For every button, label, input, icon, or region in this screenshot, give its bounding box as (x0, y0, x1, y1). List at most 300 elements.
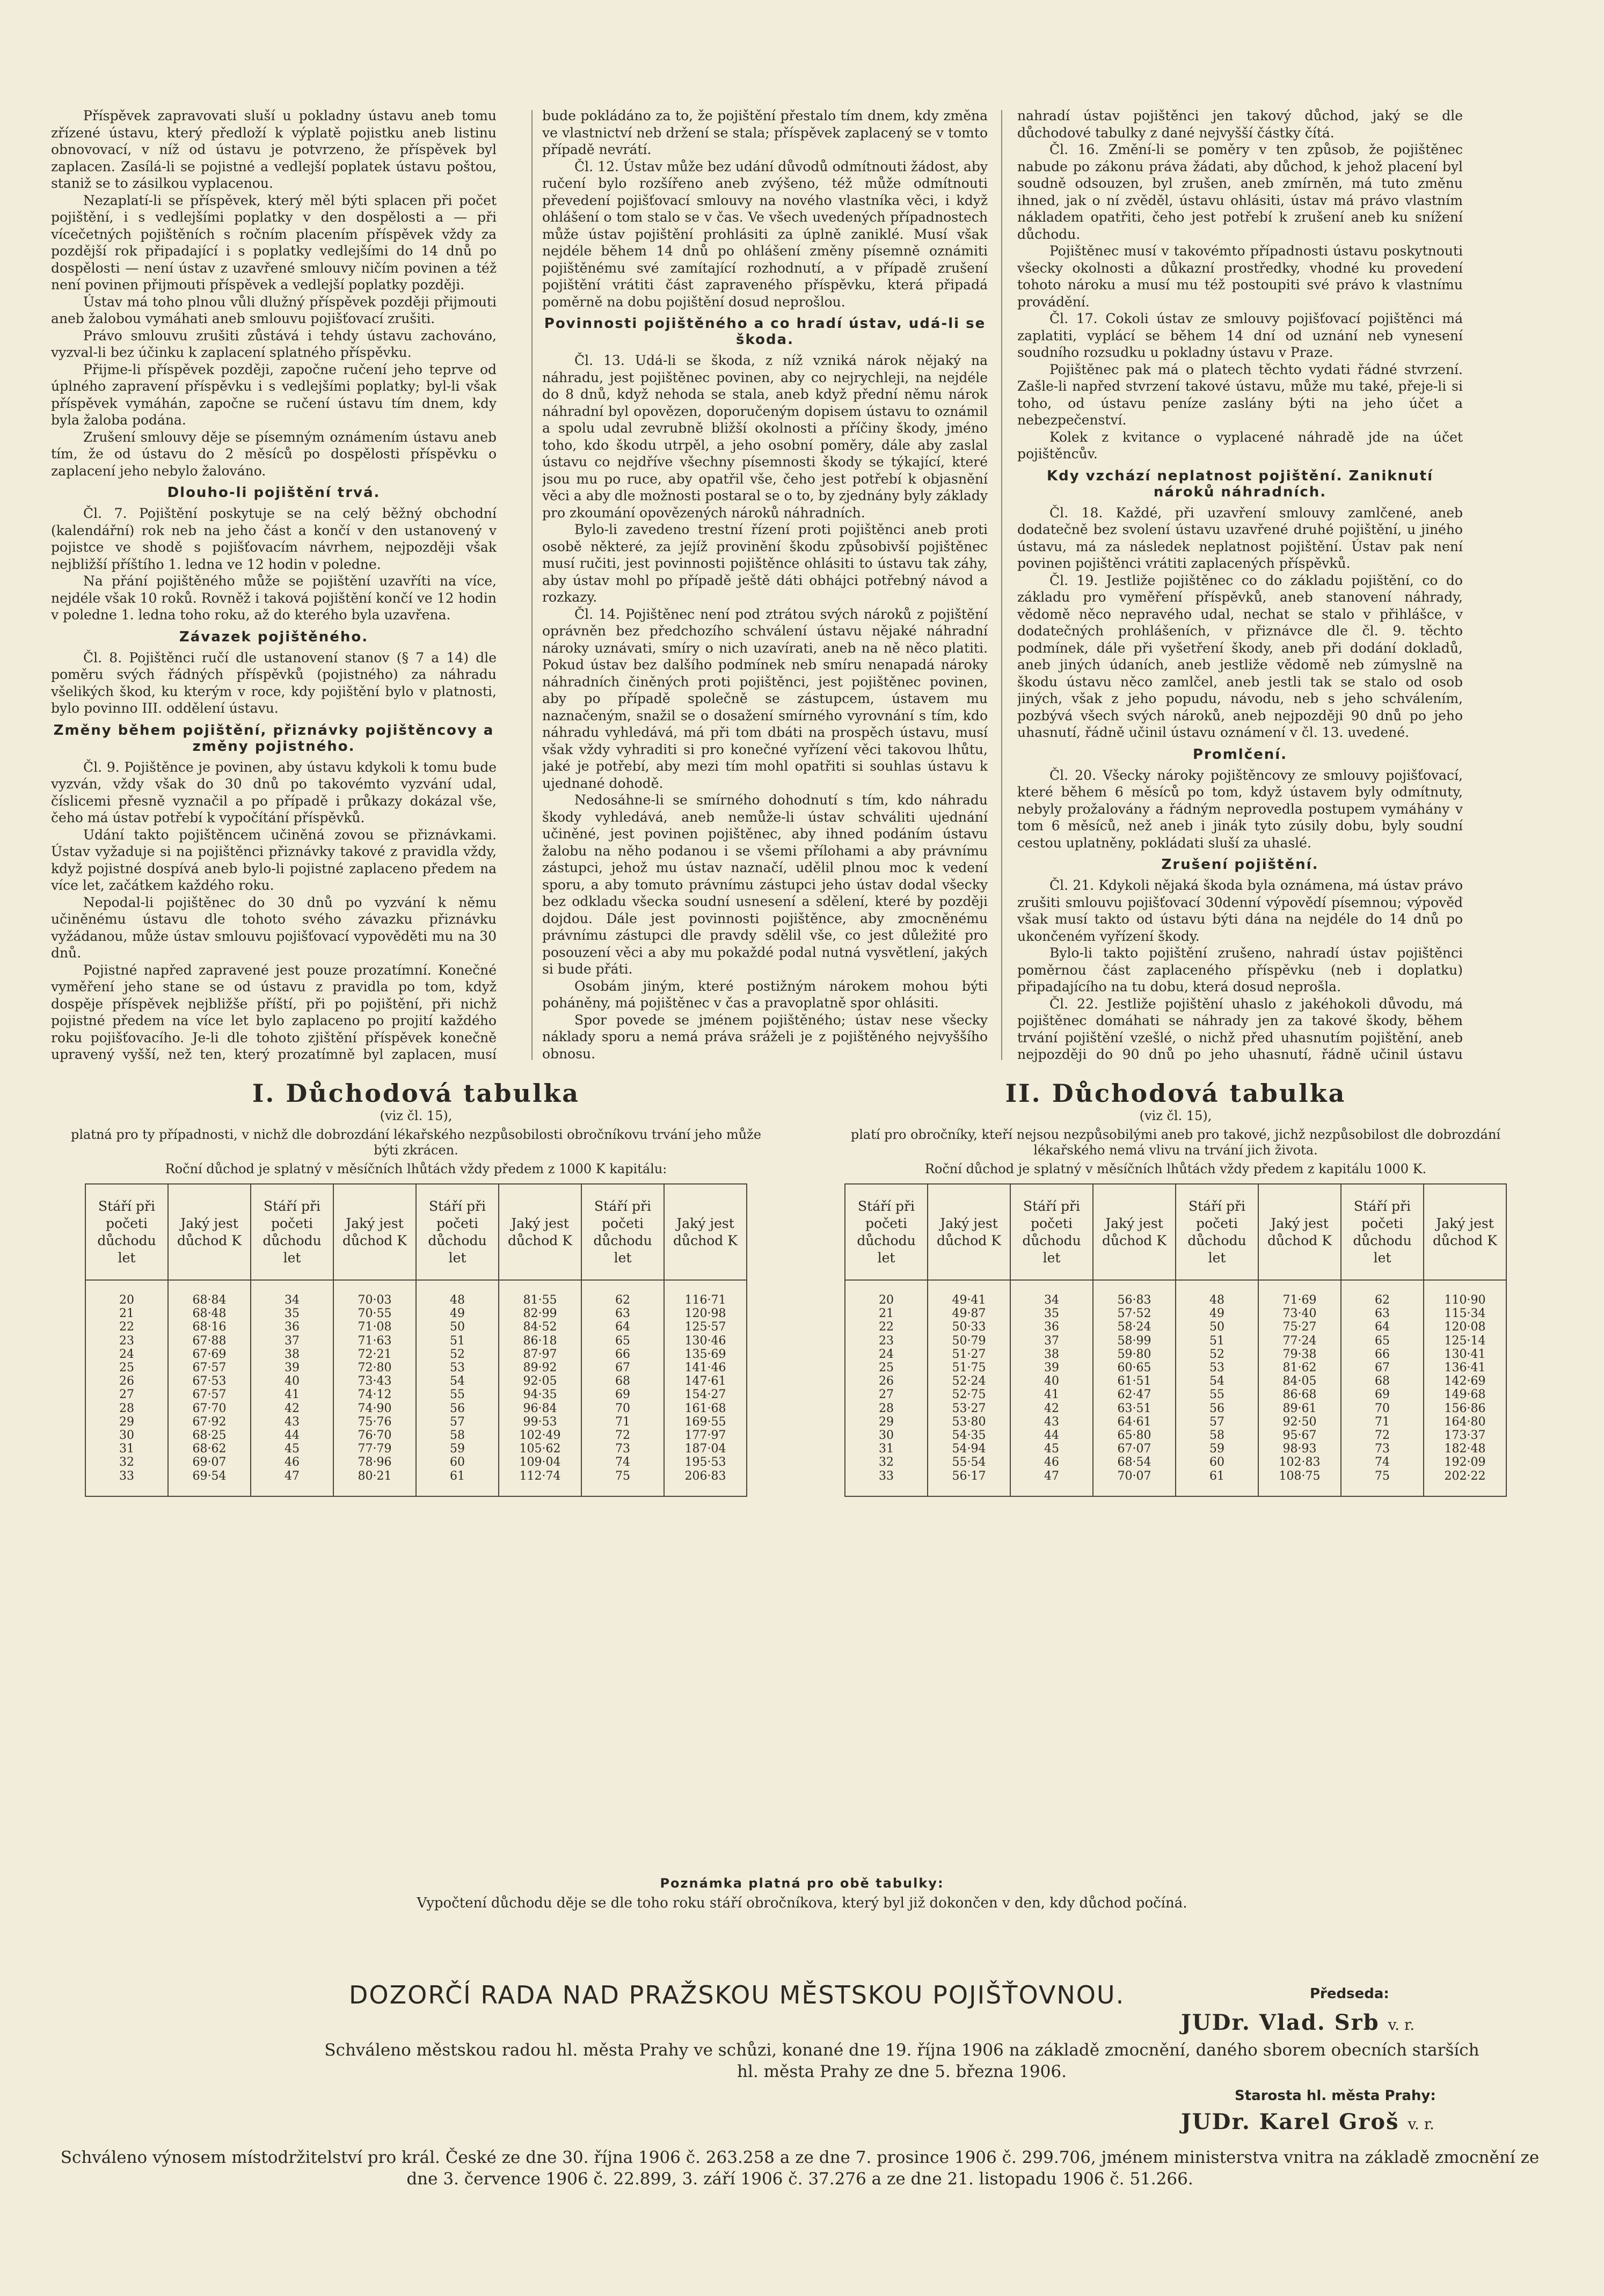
table-cell: 71 (1375, 1415, 1390, 1429)
table-cell: 164·80 (1444, 1415, 1486, 1429)
table-cell: 74·12 (358, 1388, 392, 1402)
table-cell: 39 (1044, 1361, 1059, 1375)
column-header: Stáří při početi důchodu let (1341, 1184, 1424, 1280)
table-cell: 102·49 (519, 1429, 561, 1443)
column-divider (1001, 110, 1002, 1060)
table-cell: 23 (119, 1334, 134, 1348)
table-cell: 68·25 (192, 1429, 227, 1443)
column-header: Stáří při početi důchodu let (1176, 1184, 1258, 1280)
table-cell: 73·40 (1282, 1307, 1317, 1321)
table-cell: 23 (879, 1334, 894, 1348)
table-cell: 69 (615, 1388, 630, 1402)
table-cell: 53·80 (952, 1415, 986, 1429)
table-cell: 169·55 (684, 1415, 726, 1429)
table-cell: 59·80 (1117, 1347, 1151, 1361)
table-cell: 70·07 (1117, 1469, 1151, 1483)
table-cell: 108·75 (1279, 1469, 1321, 1483)
table-cell: 62·47 (1117, 1388, 1151, 1402)
table-cell: 112·74 (519, 1469, 561, 1483)
table-cell: 195·53 (684, 1456, 726, 1469)
table-cell: 49·87 (952, 1307, 986, 1321)
table-ref: (viz čl. 15), (380, 1108, 453, 1123)
table-cell: 56·83 (1117, 1293, 1151, 1307)
table-cell: 36 (285, 1320, 300, 1334)
table-cell: 46 (285, 1456, 300, 1469)
age-column (581, 1280, 664, 1496)
table-cell: 24 (119, 1347, 134, 1361)
table-cell: 68 (615, 1374, 630, 1388)
table-cell: 192·09 (1444, 1456, 1486, 1469)
column-header: Jaký jest důchod K (1424, 1184, 1506, 1280)
mayor-name: JUDr. Karel Groš (1181, 2109, 1399, 2134)
column-header: Jaký jest důchod K (664, 1184, 747, 1280)
section-heading: Zrušení pojištění. (1161, 857, 1319, 873)
table-title: I. Důchodová tabulka (252, 1079, 580, 1108)
table-cell: 206·83 (684, 1469, 726, 1483)
table-cell: 67·69 (192, 1347, 227, 1361)
table-cell: 120·98 (684, 1307, 726, 1321)
table-cell: 26 (879, 1374, 894, 1388)
table-cell: 68·16 (192, 1320, 227, 1334)
table-cell: 26 (119, 1374, 134, 1388)
table-cell: 73 (615, 1442, 630, 1456)
table-cell: 25 (879, 1361, 894, 1375)
age-column (1176, 1280, 1258, 1496)
article-paragraph: Čl. 22. Jestliže pojištění uhaslo z jakéhokoli důvodu, má pojištěnec domáhati se náhrady jen za takové škody, během trvání pojištění vzešlé, o nichž před uhasnutím pojištění, aneb nejpozději do 90 dnů po jeho uhasnutí, řádně učinil ústavu (1017, 996, 1463, 1062)
table-cell: 31 (879, 1442, 894, 1456)
table-cell: 45 (1044, 1442, 1059, 1456)
article-paragraph: Nepodal-li pojištěnec do 30 dnů po vyzvání k němu učiněnému ústavu dle tohoto svého závazku přiznávku vyžádanou, může ústav smlouvu pojišťovací vypověděti mu na 30 dnů. (51, 894, 497, 961)
table-description: platná pro ty případnosti, v nichž dle dobrozdání lékařského nezpůsobilosti obročníkovu trvání jeho může býti zkrácen. (70, 1127, 762, 1158)
table-cell: 182·48 (1444, 1442, 1486, 1456)
table-cell: 74 (1375, 1456, 1390, 1469)
table-cell: 79·38 (1282, 1347, 1317, 1361)
table-cell: 67·88 (192, 1334, 227, 1348)
table-cell: 60 (1209, 1456, 1224, 1469)
table-cell: 59 (1209, 1442, 1224, 1456)
table-cell: 57 (450, 1415, 465, 1429)
table-cell: 154·27 (684, 1388, 726, 1402)
table-cell: 35 (1044, 1307, 1059, 1321)
table-cell: 30 (119, 1429, 134, 1443)
age-column (845, 1280, 928, 1496)
table-cell: 54·35 (952, 1429, 986, 1443)
table-cell: 177·97 (684, 1429, 726, 1443)
table-cell: 68·62 (192, 1442, 227, 1456)
table-cell: 67 (615, 1361, 630, 1375)
table-cell: 45 (285, 1442, 300, 1456)
annuity-column (168, 1280, 251, 1496)
mayor-signature (1181, 2109, 1434, 2134)
article-paragraph: Osobám jiným, které postižným nárokem mohou býti poháněny, má pojištěnec v čas a pravoplatně spor ohlásiti. (542, 978, 988, 1011)
column-header: Jaký jest důchod K (333, 1184, 416, 1280)
table-cell: 52 (1209, 1347, 1224, 1361)
chair-label: Předseda: (1310, 1986, 1389, 2002)
table-cell: 37 (1044, 1334, 1059, 1348)
table-cell: 58 (1209, 1429, 1224, 1443)
table-cell: 25 (119, 1361, 134, 1375)
table-cell: 67·53 (192, 1374, 227, 1388)
table-cell: 28 (879, 1401, 894, 1415)
table-cell: 55·54 (952, 1456, 986, 1469)
section-heading: Povinnosti pojištěného a co hradí ústav, udá-li se škoda. (544, 316, 986, 348)
table-cell: 34 (1044, 1293, 1059, 1307)
article-paragraph: Čl. 13. Udá-li se škoda, z níž vzniká nárok nějaký na náhradu, jest pojištěnec povinen, aby co nejrychleji, na nejdéle do 8 dnů, když nehoda se stala, aneb když přední němu nárok náhradní byl opovězen, doporučeným dopisem ústavu to oznámil a spolu udal zevrubně bližší okolnosti a příčiny škody, jméno toho, kdo škodu utrpěl, a jeho osobní poměry, dále aby zaslal ústavu co nejdříve všechny písemnosti škody se týkající, které jsou mu po ruce, aby opatřil vše, čeho jest potřebí k objasnění věci a aby dle možnosti postaral se o to, by zjednány byly základy pro zkoumání opovězených nároků náhradních. (542, 353, 988, 521)
table-cell: 173·37 (1444, 1429, 1486, 1443)
table-cell: 105·62 (519, 1442, 561, 1456)
table-cell: 95·67 (1282, 1429, 1317, 1443)
table-cell: 92·50 (1282, 1415, 1317, 1429)
table-cell: 125·14 (1444, 1334, 1486, 1348)
table-title: II. Důchodová tabulka (1005, 1079, 1346, 1108)
table-cell: 56·17 (952, 1469, 986, 1483)
table-cell: 67·57 (192, 1361, 227, 1375)
text-column-right (1017, 107, 1463, 1063)
table-cell: 56 (450, 1401, 465, 1415)
table-cell: 89·61 (1282, 1401, 1317, 1415)
table-cell: 62 (615, 1293, 630, 1307)
table-cell: 81·55 (523, 1293, 557, 1307)
table-payable-note: Roční důchod je splatný v měsíčních lhůtách vždy předem z 1000 K kapitálu: (165, 1161, 667, 1176)
article-paragraph: Ústav má toho plnou vůli dlužný příspěvek později přijmouti aneb žalobou vymáhati aneb smlouvu pojišťovací zrušiti. (51, 294, 497, 326)
table-cell: 63·51 (1117, 1401, 1151, 1415)
article-paragraph: Čl. 9. Pojištěnce je povinen, aby ústavu kdykoli k tomu bude vyzván, vždy však do 30 dnů po takovémto vyzvání udal, číslicemi přesně vyznačil a po případě i průkazy dokázal vše, čeho má ústav potřebí k vypočítání příspěvků. (51, 759, 497, 825)
table-cell: 125·57 (684, 1320, 726, 1334)
table-cell: 130·46 (684, 1334, 726, 1348)
table-cell: 57·52 (1117, 1307, 1151, 1321)
chair-signature (1181, 2010, 1415, 2035)
table-cell: 74·90 (358, 1401, 392, 1415)
table-cell: 76·70 (358, 1429, 392, 1443)
table-cell: 69·54 (192, 1469, 227, 1483)
column-header: Stáří při početi důchodu let (251, 1184, 333, 1280)
age-column (251, 1280, 333, 1496)
table-cell: 72·80 (358, 1361, 392, 1375)
age-column (416, 1280, 499, 1496)
column-header: Jaký jest důchod K (928, 1184, 1010, 1280)
table-cell: 161·68 (684, 1401, 726, 1415)
column-header: Jaký jest důchod K (168, 1184, 251, 1280)
table-cell: 61 (450, 1469, 465, 1483)
article-paragraph: Čl. 14. Pojištěnec není pod ztrátou svých nároků z pojištění oprávněn bez předchozího schválení ústavu nějaké náhradní nároky uznávati, smíry o nich uzavírati, aneb na ně něco platiti. Pokud ústav bez dalšího podmínek neb smíru nenapadá nároky náhradních činěných proti pojištěnci, jest pojištěnec povinen, aby po případě společně se zástupcem, ústavem mu naznačeným, snažil se o dosažení smírného vyrovnání s tím, kdo náhradu vyhledává, má při tom dbáti na prospěch ústavu, musí však vždy vyhraditi si pro konečné vyřízení věci takovou lhůtu, jaké je potřebí, aby mezi tím mohl opatřiti si souhlas ústavu k ujednané dohodě. (542, 606, 988, 791)
column-header: Stáří při početi důchodu let (416, 1184, 499, 1280)
annuity-column (1093, 1280, 1176, 1496)
table-cell: 32 (879, 1456, 894, 1469)
article-paragraph: Čl. 21. Kdykoli nějaká škoda byla oznámena, má ústav právo zrušiti smlouvu pojišťovací 30denní výpovědí písemnou; výpověď však musí takto od ústavu býti dána na nejdéle do 14 dnů po ukončeném vyřízení škody. (1017, 878, 1463, 944)
approval-city-council: Schváleno městskou radou hl. města Prahy ve schůzi, konané dne 19. října 1906 na základě zmocnění, daného sborem obecních starších hl. města Prahy ze dne 5. března 1906. (324, 2041, 1479, 2081)
annuity-column (333, 1280, 416, 1496)
table-cell: 71 (615, 1415, 630, 1429)
table-cell: 72 (1375, 1429, 1390, 1443)
age-column (1010, 1280, 1093, 1496)
mayor-suffix: v. r. (1408, 2115, 1434, 2133)
table-cell: 30 (879, 1429, 894, 1443)
table-cell: 49·41 (952, 1293, 986, 1307)
table-cell: 68·84 (192, 1293, 227, 1307)
article-paragraph: Zrušení smlouvy děje se písemným oznámením ústavu aneb tím, že od ústavu do 2 měsíců po dospělosti příspěvku o zaplacení jeho nebylo žalováno. (51, 429, 497, 479)
article-paragraph: Přijme-li příspěvek později, započne ručení jeho teprve od úplného zapravení příspěvku i s vedlejšími poplatky; byl-li však příspěvek vymáhán, započne se ručení ústavu tím dnem, kdy byla žaloba podána. (51, 361, 497, 428)
text-column-left (51, 107, 497, 1063)
column-header: Stáří při početi důchodu let (85, 1184, 168, 1280)
table-cell: 70·03 (358, 1293, 392, 1307)
tables-note (0, 1876, 1604, 1911)
column-header: Jaký jest důchod K (1258, 1184, 1341, 1280)
table-cell: 54 (1209, 1374, 1224, 1388)
annuity-column (1258, 1280, 1341, 1496)
table-cell: 80·21 (358, 1469, 392, 1483)
chair-name: JUDr. Vlad. Srb (1181, 2010, 1380, 2035)
table-cell: 32 (119, 1456, 134, 1469)
table-description: platí pro obročníky, kteří nejsou nezpůsobilými aneb pro takové, jichž nezpůsobilost dle dobrozdání lékařského nemá vlivu na trvání jich života. (850, 1127, 1501, 1158)
article-paragraph: Spor povede se jménem pojištěného; ústav nese všecky náklady sporu a nemá práva sráželi je z pojištěného nejvyššího obnosu. (542, 1012, 988, 1062)
article-paragraph: Čl. 20. Všecky nároky pojištěncovy ze smlouvy pojišťovací, které během 6 měsíců po tom, když ústavem byly odmítnuty, nebyly prožalovány a řádným neprovedla postupem vymáhány v tom 6 měsíců, než aneb i jinák tyto zúsily dobu, byly soudní cestou uplatněny, pokládati sluší za uhaslé. (1017, 767, 1463, 851)
table-cell: 66 (1375, 1347, 1390, 1361)
article-paragraph: Čl. 16. Změní-li se poměry v ten způsob, že pojištěnec nabude po zákonu práva žádati, aby důchod, k jehož placení byl soudně odsouzen, byl zrušen, aneb zmírněn, má tuto změnu ihned, jak o ní zvěděl, ústavu ohlásiti, ústav má právo vlastním nákladem opatřiti, čeho jest potřebí k zrušení aneb ku snížení důchodu. (1017, 142, 1463, 242)
article-paragraph: Bylo-li takto pojištění zrušeno, nahradí ústav pojištěnci poměrnou část zaplaceného příspěvku (neb i doplatku) připadajícího na tu dobu, která dosud neprošla. (1017, 945, 1463, 995)
table-cell: 81·62 (1282, 1361, 1317, 1375)
note-text: Vypočtení důchodu děje se dle toho roku stáří obročníkova, který byl již dokončen v den, kdy důchod počíná. (417, 1895, 1187, 1911)
table-cell: 20 (119, 1293, 134, 1307)
column-header: Jaký jest důchod K (499, 1184, 581, 1280)
section-heading: Promlčení. (1192, 746, 1288, 763)
table-cell: 48 (450, 1293, 465, 1307)
table-cell: 109·04 (519, 1456, 561, 1469)
table-cell: 43 (285, 1415, 300, 1429)
table-cell: 54·94 (952, 1442, 986, 1456)
table-cell: 70 (615, 1401, 630, 1415)
table-cell: 72 (615, 1429, 630, 1443)
table-cell: 84·52 (523, 1320, 557, 1334)
table-cell: 92·05 (523, 1374, 557, 1388)
table-payable-note: Roční důchod je splatný v měsíčních lhůtách vždy předem z kapitálu 1000 K. (924, 1161, 1427, 1176)
column-header: Jaký jest důchod K (1093, 1184, 1176, 1280)
table-cell: 69·07 (192, 1456, 227, 1469)
table-cell: 64 (1375, 1320, 1390, 1334)
table-cell: 73·43 (358, 1374, 392, 1388)
text-column-middle (542, 107, 988, 1063)
table-cell: 41 (285, 1388, 300, 1402)
table-cell: 35 (285, 1307, 300, 1321)
table-cell: 44 (1044, 1429, 1059, 1443)
table-cell: 70 (1375, 1401, 1390, 1415)
table-cell: 110·90 (1444, 1293, 1486, 1307)
table-cell: 149·68 (1444, 1388, 1486, 1402)
age-column (1341, 1280, 1424, 1496)
table-cell: 47 (285, 1469, 300, 1483)
note-title: Poznámka platná pro obě tabulky: (660, 1876, 944, 1891)
table-cell: 63 (615, 1307, 630, 1321)
section-heading: Závazek pojištěného. (179, 628, 369, 645)
table-cell: 27 (119, 1388, 134, 1402)
table-cell: 42 (1044, 1401, 1059, 1415)
table-cell: 60 (450, 1456, 465, 1469)
table-cell: 67 (1375, 1361, 1390, 1375)
article-paragraph: Pojištěnec musí v takovémto případnosti ústavu poskytnouti všecky okolnosti a důkazní prostředky, vhodné ku provedení tohoto nároku a musí mu též postoupiti své právo k vlastnímu provádění. (1017, 243, 1463, 310)
annuity-table-2 (827, 1079, 1525, 1497)
table-cell: 75 (1375, 1469, 1390, 1483)
table-cell: 86·68 (1282, 1388, 1317, 1402)
column-header: Stáří při početi důchodu let (845, 1184, 928, 1280)
table-cell: 37 (285, 1334, 300, 1348)
article-paragraph: Příspěvek zapravovati sluší u pokladny ústavu aneb tomu zřízené ústavu, který předloží k výplatě pojistku aneb listinu obnovovací, v níž od ústavu je potvrzeno, že příspěvek byl zaplacen. Zasílá-li se pojistné a vedlejší poplatek ústavu poštou, staniž se to zásilkou vyplacenou. (51, 108, 497, 191)
table-cell: 84·05 (1282, 1374, 1317, 1388)
table-cell: 147·61 (684, 1374, 726, 1388)
table-cell: 52 (450, 1347, 465, 1361)
article-paragraph: Udání takto pojištěncem učiněná zovou se přiznávkami. Ústav vyžaduje si na pojištěnci přiznávky takové z pravidla vždy, když pojistné dospívá aneb bylo-li pojistné zaplaceno předem na více let, začátkem každého roku. (51, 827, 497, 893)
table-cell: 71·69 (1282, 1293, 1317, 1307)
table-cell: 58·99 (1117, 1334, 1151, 1348)
table-cell: 120·08 (1444, 1320, 1486, 1334)
table-cell: 20 (879, 1293, 894, 1307)
table-cell: 65 (615, 1334, 630, 1348)
table-cell: 75·27 (1282, 1320, 1317, 1334)
table-cell: 102·83 (1279, 1456, 1321, 1469)
table-cell: 156·86 (1444, 1401, 1486, 1415)
table-cell: 64 (615, 1320, 630, 1334)
table-cell: 72·21 (358, 1347, 392, 1361)
table-cell: 61 (1209, 1469, 1224, 1483)
table-cell: 51·27 (952, 1347, 986, 1361)
table-cell: 50·79 (952, 1334, 986, 1348)
table-cell: 22 (119, 1320, 134, 1334)
article-paragraph: Čl. 17. Cokoli ústav ze smlouvy pojišťovací pojištěnci má zaplatiti, vyplácí se během 14 dní od uznání neb vynesení soudního rozsudku u pokladny ústavu v Praze. (1017, 311, 1463, 360)
table-cell: 51 (1209, 1334, 1224, 1348)
table-cell: 67·92 (192, 1415, 227, 1429)
table-cell: 99·53 (523, 1415, 557, 1429)
table-cell: 116·71 (684, 1293, 726, 1307)
table-cell: 87·97 (523, 1347, 557, 1361)
annuity-column (664, 1280, 747, 1496)
table-cell: 73 (1375, 1442, 1390, 1456)
table-cell: 67·07 (1117, 1442, 1151, 1456)
table-cell: 41 (1044, 1388, 1059, 1402)
table-cell: 40 (285, 1374, 300, 1388)
table-cell: 51·75 (952, 1361, 986, 1375)
table-cell: 42 (285, 1401, 300, 1415)
article-paragraph: Čl. 19. Jestliže pojištěnec co do základu pojištění, co do základu pro vyměření příspěvků, aneb stanovení náhrady, vědomě něco nepravého udal, nechat se stalo v přihlášce, v dodatečných prohlášeních, v přiznávce dle čl. 9. těchto podmínek, dále při vyšetření škody, aneb při dodání dokladů, aneb jiných údaních, aneb jestliže vědomě neb zúmyslně na škodu ústavu něco zamlčel, aneb jestli tak se stalo od osob jiných, však z jeho popudu, návodu, neb s jeho schválením, pozbývá všech svých nároků, aneb nejpozději 90 dnů po jeho uhasnutí, řádně učinil ústavu oznámení v čl. 13. uvedené. (1017, 572, 1463, 740)
annuity-table (85, 1183, 747, 1497)
table-cell: 22 (879, 1320, 894, 1334)
table-cell: 67·57 (192, 1388, 227, 1402)
table-cell: 130·41 (1444, 1347, 1486, 1361)
table-cell: 54 (450, 1374, 465, 1388)
table-cell: 187·04 (684, 1442, 726, 1456)
table-cell: 29 (879, 1415, 894, 1429)
table-cell: 51 (450, 1334, 465, 1348)
table-cell: 50 (450, 1320, 465, 1334)
table-cell: 77·79 (358, 1442, 392, 1456)
table-cell: 50 (1209, 1320, 1224, 1334)
table-cell: 75 (615, 1469, 630, 1483)
table-cell: 63 (1375, 1307, 1390, 1321)
annuity-table-1 (67, 1079, 765, 1497)
approval-governorate: Schváleno výnosem místodržitelství pro král. České ze dne 30. října 1906 č. 263.258 a ze dne 7. prosince 1906 č. 299.706, jménem ministerstva vnitra na základě zmocnění ze dne 3. července 1906 č. 22.899, 3. září 1906 č. 37.276 a ze dne 21. listopadu 1906 č. 51.266. (60, 2148, 1540, 2189)
article-paragraph (542, 1062, 988, 1063)
table-cell: 141·46 (684, 1361, 726, 1375)
table-cell: 142·69 (1444, 1374, 1486, 1388)
table-cell: 28 (119, 1401, 134, 1415)
article-paragraph: Čl. 8. Pojištěnci ručí dle ustanovení stanov (§ 7 a 14) dle poměru svých řádných příspěvků (pojistného) za náhradu všelikých škod, ku kterým v roce, kdy pojištění bylo v platnosti, bylo povinno III. oddělení ústavu. (51, 649, 497, 716)
table-cell: 43 (1044, 1415, 1059, 1429)
chair-suffix: v. r. (1388, 2016, 1415, 2034)
annuity-column (1424, 1280, 1506, 1496)
article-paragraph: Čl. 7. Pojištění poskytuje se na celý běžný obchodní (kalendářní) rok neb na jeho část a končí v den ustanovený v pojistce ve shodě s pojišťovacím návrhem, nejpozději však nejbližší příštího 1. ledna ve 12 hodin v poledne. (51, 506, 497, 572)
table-cell: 53 (1209, 1361, 1224, 1375)
table-cell: 53 (450, 1361, 465, 1375)
table-cell: 136·41 (1444, 1361, 1486, 1375)
table-cell: 36 (1044, 1320, 1059, 1334)
table-cell: 75·76 (358, 1415, 392, 1429)
table-cell: 115·34 (1444, 1307, 1486, 1321)
table-cell: 21 (119, 1307, 134, 1321)
table-cell: 65·80 (1117, 1429, 1151, 1443)
table-cell: 21 (879, 1307, 894, 1321)
article-paragraph: Nezaplatí-li se příspěvek, který měl býti splacen při počet pojištění, i s vedlejšími poplatky v den dospělosti a — při vícečetných pojištěních s ročním placením příspěvek vždy za pozdější rok připadající i s poplatky vedlejšími do 14 dnů po dospělosti — není ústav z uzavřené smlouvy ničím povinen a též není povinen přijmouti příspěvek a vedlejší poplatky později. (51, 192, 497, 293)
table-cell: 38 (285, 1347, 300, 1361)
article-paragraph: Nedosáhne-li se smírného dohodnutí s tím, kdo náhradu škody vyhledává, aneb nemůže-li ústav schváliti ujednání učiněné, jest povinen pojištěnec, aby ihned podáním ústavu žalobu na něho podanou i se všemi přílohami a aby právnímu zástupci, jehož mu ústav naznačí, udělil plnou moc k vedení sporu, a aby tomuto právnímu zástupci jeho ústav dodal všecky bez odkladu všecka soudní usnesení a sdělení, které by později dojdou. Dále jest povinnosti pojištěnce, aby zmocněnému právnímu zástupci dle pravdy sdělil vše, co jest důležité pro posouzení věci a aby mu pokaždé podal nutná vysvětlení, jakých si bude přáti. (542, 792, 988, 977)
table-cell: 50·33 (952, 1320, 986, 1334)
table-cell: 57 (1209, 1415, 1224, 1429)
table-cell: 202·22 (1444, 1469, 1486, 1483)
article-paragraph: Čl. 12. Ústav může bez udání důvodů odmítnouti žádost, aby ručení bylo rozšířeno aneb zvýšeno, též může odmítnouti převedení pojišťovací smlouvy na nového vlastníka věci, i když ohlášení o tom stalo se v čas. Ve všech uvedených případnostech může ústav pojištění prohlásiti za úplně zaniklé. Musí však nejdéle během 14 dnů po ohlášení změny písemně oznámiti pojištěnému své zamítající rozhodnutí, a v případě zrušení pojištění vrátiti část zapraveného příspěvku, která připadá poměrně na dobu pojištění dosud neprošlou. (542, 158, 988, 310)
section-heading: Dlouho-li pojištění trvá. (167, 485, 381, 501)
table-cell: 82·99 (523, 1307, 557, 1321)
section-heading: Změny během pojištění, přiznávky pojištěncovy a změny pojistného. (53, 722, 494, 755)
table-cell: 68 (1375, 1374, 1390, 1388)
table-cell: 52·75 (952, 1388, 986, 1402)
article-paragraph: bude pokládáno za to, že pojištění přestalo tím dnem, kdy změna ve vlastnictví neb držení se stala; příspěvek zaplacený se v tomto případě nevrátí. (542, 108, 988, 157)
table-cell: 59 (450, 1442, 465, 1456)
table-cell: 71·08 (358, 1320, 392, 1334)
table-cell: 68·48 (192, 1307, 227, 1321)
section-heading: Kdy vzchází neplatnost pojištění. Zaniknutí nároků náhradních. (1046, 467, 1434, 500)
table-cell: 29 (119, 1415, 134, 1429)
column-header: Stáří při početi důchodu let (581, 1184, 664, 1280)
table-cell: 24 (879, 1347, 894, 1361)
table-cell: 53·27 (952, 1401, 986, 1415)
article-paragraph: Bylo-li zavedeno trestní řízení proti pojištěnci aneb proti osobě některé, za jejíž provinění škodu způsobivší pojištěnec musí ručiti, jest povinnosti pojištěnce ohlásiti to ústavu tak záhy, aby ústav mohl po případě ještě dáti obhájci potřebný návod a rozkazy. (542, 522, 988, 605)
table-cell: 70·55 (358, 1307, 392, 1321)
table-cell: 78·96 (358, 1456, 392, 1469)
table-cell: 38 (1044, 1347, 1059, 1361)
column-divider (531, 110, 533, 1060)
table-ref: (viz čl. 15), (1139, 1108, 1212, 1123)
table-cell: 86·18 (523, 1334, 557, 1348)
table-cell: 77·24 (1282, 1334, 1317, 1348)
table-cell: 89·92 (523, 1361, 557, 1375)
table-cell: 66 (615, 1347, 630, 1361)
age-column (85, 1280, 168, 1496)
annuity-column (928, 1280, 1010, 1496)
table-cell: 64·61 (1117, 1415, 1151, 1429)
annuity-column (499, 1280, 581, 1496)
table-cell: 44 (285, 1429, 300, 1443)
mayor-label: Starosta hl. města Prahy: (1235, 2088, 1436, 2104)
table-cell: 40 (1044, 1374, 1059, 1388)
table-cell: 55 (450, 1388, 465, 1402)
table-cell: 98·93 (1282, 1442, 1317, 1456)
table-cell: 33 (879, 1469, 894, 1483)
table-cell: 65 (1375, 1334, 1390, 1348)
article-paragraph: nahradí ústav pojištěnci jen takový důchod, jaký se dle důchodové tabulky z dané nejvyšší částky čítá. (1017, 108, 1463, 141)
article-paragraph: Právo smlouvu zrušiti zůstává i tehdy ústavu zachováno, vyzval-li bez účinku k zaplacení splatného příspěvku. (51, 327, 497, 360)
table-cell: 61·51 (1117, 1374, 1151, 1388)
article-paragraph: Pojistné napřed zapravené jest pouze prozatímní. Konečné vyměření jeho stane se od ústavu z pravidla po tom, když dospěje příspěvek nejbližše příští, při po pojištění, při nichž pojistné předem na více let bylo zaplaceno po projití každého roku pojišťovacího. Je-li dle tohoto zjištění příspěvek konečně upravený vyšší, než ten, který prozatímně byl zaplacen, musí (51, 962, 497, 1062)
article-paragraph: Kolek z kvitance o vyplacené náhradě jde na účet pojištěncův. (1017, 429, 1463, 462)
table-cell: 67·70 (192, 1401, 227, 1415)
table-cell: 62 (1375, 1293, 1390, 1307)
table-cell: 60·65 (1117, 1361, 1151, 1375)
